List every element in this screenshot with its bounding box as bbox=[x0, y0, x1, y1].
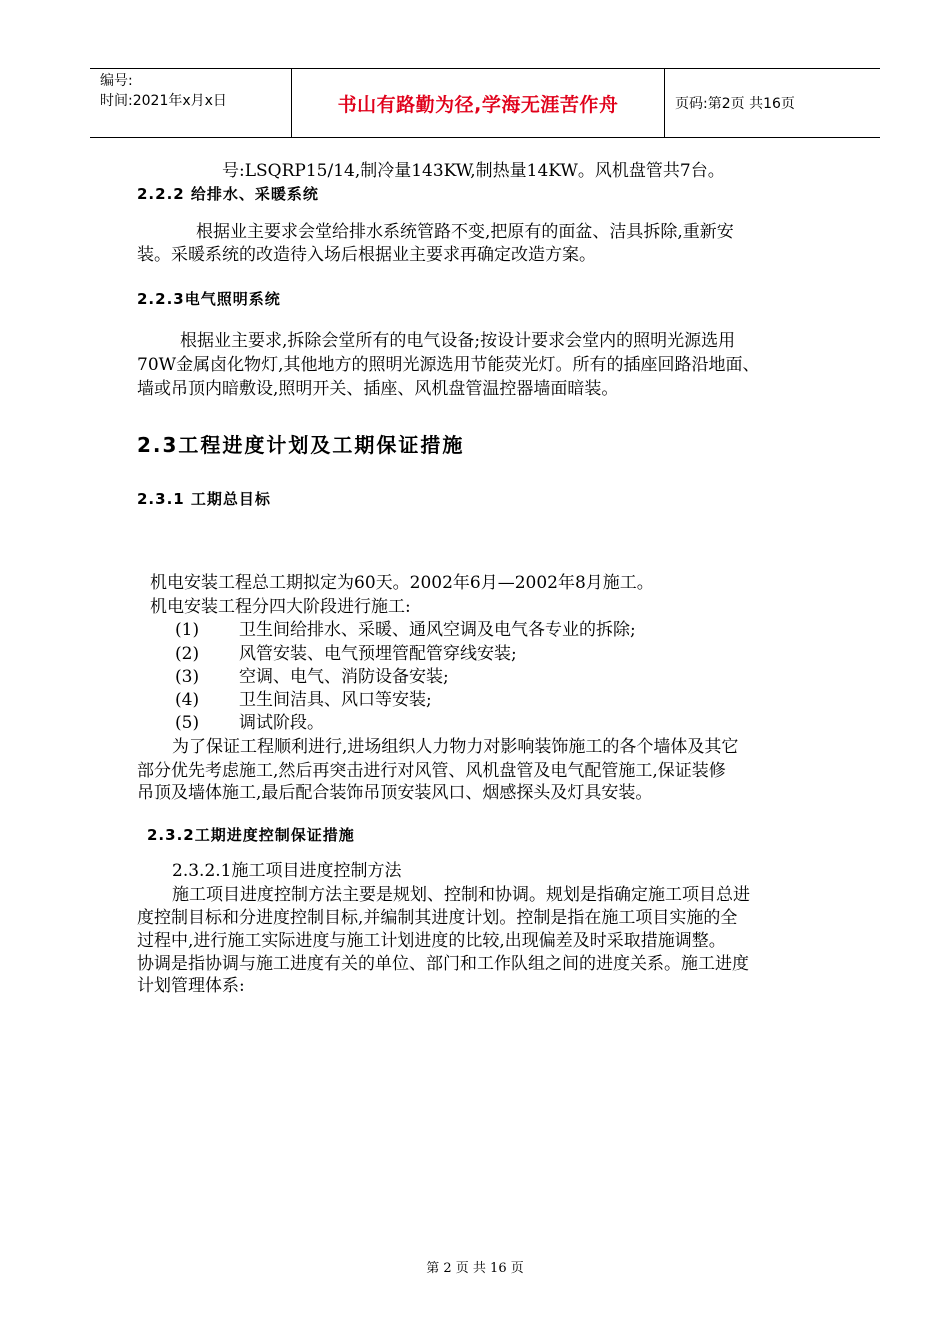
section-2-3-title: 2.3工程进度计划及工期保证措施 bbox=[137, 433, 465, 457]
header-page-info: 页码:第2页 共16页 bbox=[675, 96, 795, 112]
list-item-text: 调试阶段。 bbox=[239, 713, 324, 733]
section-2-2-3-title: 2.2.3电气照明系统 bbox=[137, 290, 281, 308]
list-item-text: 卫生间洁具、风口等安装; bbox=[239, 690, 432, 710]
paragraph-line: 部分优先考虑施工,然后再突击进行对风管、风机盘管及电气配管施工,保证装修 bbox=[137, 761, 726, 781]
list-item bbox=[175, 666, 449, 688]
paragraph-line: 装。采暖系统的改造待入场后根据业主要求再确定改造方案。 bbox=[137, 245, 596, 265]
paragraph-line: 墙或吊顶内暗敷设,照明开关、插座、风机盘管温控器墙面暗装。 bbox=[137, 379, 619, 399]
paragraph-line: 机电安装工程总工期拟定为60天。2002年6月—2002年8月施工。 bbox=[150, 573, 654, 593]
paragraph-line: 计划管理体系: bbox=[137, 976, 245, 996]
list-item-text: 卫生间给排水、采暖、通风空调及电气各专业的拆除; bbox=[239, 620, 636, 640]
subsection-2-3-2-1-title: 2.3.2.1施工项目进度控制方法 bbox=[172, 861, 402, 881]
model-spec-line: 号:LSQRP15/14,制冷量143KW,制热量14KW。风机盘管共7台。 bbox=[222, 161, 725, 181]
header-meta bbox=[90, 69, 292, 137]
section-2-3-1-title: 2.3.1 工期总目标 bbox=[137, 490, 271, 508]
header-motto: 书山有路勤为径,学海无涯苦作舟 bbox=[292, 69, 665, 137]
paragraph-line: 过程中,进行施工实际进度与施工计划进度的比较,出现偏差及时采取措施调整。 bbox=[137, 931, 726, 951]
list-item bbox=[175, 689, 432, 711]
list-item-number: (1) bbox=[175, 620, 200, 640]
list-item-text: 风管安装、电气预埋管配管穿线安装; bbox=[239, 644, 517, 664]
list-item-number: (5) bbox=[175, 713, 200, 733]
paragraph-line: 根据业主要求,拆除会堂所有的电气设备;按设计要求会堂内的照明光源选用 bbox=[180, 331, 736, 351]
paragraph-line: 为了保证工程顺利进行,进场组织人力物力对影响装饰施工的各个墙体及其它 bbox=[172, 737, 739, 757]
paragraph-line: 70W金属卤化物灯,其他地方的照明光源选用节能荧光灯。所有的插座回路沿地面、 bbox=[137, 355, 760, 375]
list-item-number: (4) bbox=[175, 690, 200, 710]
list-item bbox=[175, 643, 517, 665]
paragraph-line: 协调是指协调与施工进度有关的单位、部门和工作队组之间的进度关系。施工进度 bbox=[137, 954, 749, 974]
section-2-3-2-title: 2.3.2工期进度控制保证措施 bbox=[147, 826, 355, 844]
page-header bbox=[90, 68, 880, 138]
paragraph-line: 吊顶及墙体施工,最后配合装饰吊顶安装风口、烟感探头及灯具安装。 bbox=[137, 783, 653, 803]
paragraph-line: 根据业主要求会堂给排水系统管路不变,把原有的面盆、洁具拆除,重新安 bbox=[196, 222, 734, 242]
time-label: 时间:2021年x月x日 bbox=[100, 93, 227, 109]
code-label: 编号: bbox=[100, 73, 133, 89]
paragraph-line: 机电安装工程分四大阶段进行施工: bbox=[150, 597, 411, 617]
list-item bbox=[175, 712, 324, 734]
paragraph-line: 施工项目进度控制方法主要是规划、控制和协调。规划是指确定施工项目总进 bbox=[172, 885, 750, 905]
list-item-number: (3) bbox=[175, 667, 200, 687]
list-item bbox=[175, 619, 636, 641]
paragraph-line: 度控制目标和分进度控制目标,并编制其进度计划。控制是指在施工项目实施的全 bbox=[137, 908, 738, 928]
list-item-text: 空调、电气、消防设备安装; bbox=[239, 667, 449, 687]
list-item-number: (2) bbox=[175, 644, 200, 664]
page-footer: 第 2 页 共 16 页 bbox=[426, 1261, 524, 1276]
section-2-2-2-title: 2.2.2 给排水、采暖系统 bbox=[137, 185, 319, 203]
